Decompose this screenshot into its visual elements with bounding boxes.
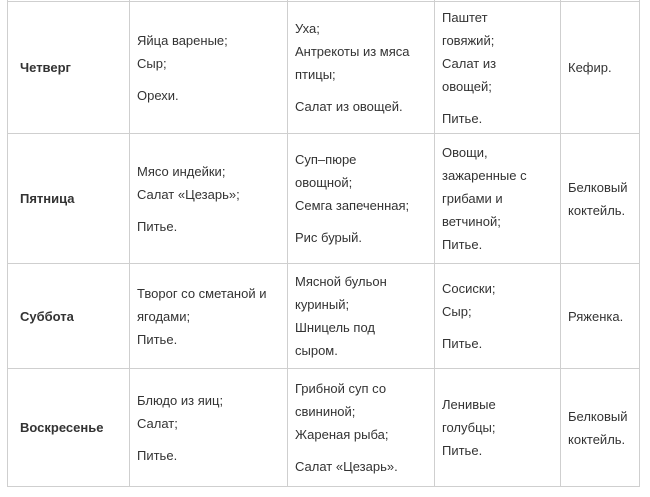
day-cell: Четверг bbox=[8, 2, 130, 134]
cell-line: Ленивые bbox=[442, 397, 496, 412]
line-gap bbox=[442, 323, 556, 332]
cell-line: зажаренные с bbox=[442, 168, 527, 183]
cell-line: Орехи. bbox=[137, 87, 179, 103]
cell-line: Питье. bbox=[137, 447, 178, 463]
cell-line: Сосиски; bbox=[442, 281, 496, 296]
cell-line: Салат «Цезарь»; bbox=[137, 186, 240, 202]
meal-plan-table-wrapper bbox=[7, 0, 640, 487]
lunch-cell bbox=[288, 134, 435, 264]
cell-line: Салат; bbox=[137, 415, 178, 431]
evening-cell bbox=[561, 369, 640, 487]
cell-line: Сыр; bbox=[442, 304, 472, 319]
cell-line: Питье. bbox=[137, 218, 178, 234]
cell-line: Рис бурый. bbox=[295, 230, 363, 245]
line-gap bbox=[442, 98, 556, 107]
lunch-cell bbox=[288, 369, 435, 487]
cell-line: голубцы; bbox=[442, 420, 496, 435]
day-cell: Воскресенье bbox=[8, 369, 130, 487]
cell-line: куриный; bbox=[295, 297, 350, 312]
cell-line: коктейль. bbox=[568, 431, 626, 447]
line-gap bbox=[295, 217, 430, 226]
cell-line: овощей; bbox=[442, 78, 492, 94]
cell-line: Белковый bbox=[568, 408, 628, 424]
cell-line: Сыр; bbox=[137, 55, 167, 71]
day-cell: Пятница bbox=[8, 134, 130, 264]
lunch-cell bbox=[288, 264, 435, 369]
dinner-cell bbox=[435, 2, 561, 134]
cell-line: Ряженка. bbox=[568, 308, 624, 324]
cell-line: Овощи, bbox=[442, 145, 488, 160]
cell-line: Мясной бульон bbox=[295, 274, 387, 289]
dinner-cell bbox=[435, 134, 561, 264]
cell-line: Блюдо из яиц; bbox=[137, 392, 224, 408]
cell-line: Шницель под bbox=[295, 320, 375, 335]
cell-line: Грибной суп со bbox=[295, 381, 387, 396]
dinner-cell bbox=[435, 264, 561, 369]
table-row bbox=[8, 2, 640, 134]
cell-line: Питье. bbox=[442, 336, 483, 351]
cell-line: Питье. bbox=[442, 110, 483, 126]
cell-line: птицы; bbox=[295, 67, 336, 82]
line-gap bbox=[295, 446, 430, 455]
evening-cell bbox=[561, 264, 640, 369]
cell-line: Яйца вареные; bbox=[137, 32, 228, 48]
cell-line: Питье. bbox=[442, 443, 483, 458]
line-gap bbox=[137, 75, 283, 84]
evening-cell bbox=[561, 2, 640, 134]
table-row bbox=[8, 369, 640, 487]
table-row bbox=[8, 134, 640, 264]
dinner-cell bbox=[435, 369, 561, 487]
evening-cell bbox=[561, 134, 640, 264]
breakfast-cell bbox=[130, 369, 288, 487]
cell-line: ягодами; bbox=[137, 308, 191, 324]
cell-line: грибами и bbox=[442, 191, 503, 206]
cell-line: Белковый bbox=[568, 179, 628, 195]
cell-line: Питье. bbox=[137, 331, 178, 347]
cell-line: свининой; bbox=[295, 404, 356, 419]
cell-line: коктейль. bbox=[568, 202, 626, 218]
cell-line: Паштет bbox=[442, 9, 488, 25]
cell-line: Суп–пюре bbox=[295, 152, 357, 167]
line-gap bbox=[137, 435, 283, 444]
line-gap bbox=[137, 206, 283, 215]
cell-line: Мясо индейки; bbox=[137, 163, 226, 179]
cell-line: Кефир. bbox=[568, 60, 612, 75]
cell-line: Антрекоты из мяса bbox=[295, 44, 410, 59]
cell-line: Семга запеченная; bbox=[295, 198, 410, 213]
lunch-cell bbox=[288, 2, 435, 134]
line-gap bbox=[295, 86, 430, 95]
cell-line: Жареная рыба; bbox=[295, 427, 389, 442]
cell-line: Уха; bbox=[295, 21, 320, 36]
cell-line: говяжий; bbox=[442, 32, 495, 48]
cell-line: Салат из овощей. bbox=[295, 99, 403, 114]
breakfast-cell bbox=[130, 134, 288, 264]
day-cell: Суббота bbox=[8, 264, 130, 369]
cell-line: Салат «Цезарь». bbox=[295, 459, 398, 474]
breakfast-cell bbox=[130, 264, 288, 369]
meal-plan-table bbox=[7, 0, 640, 487]
cell-line: Творог со сметаной и bbox=[137, 285, 267, 301]
table-body bbox=[8, 0, 640, 487]
breakfast-cell bbox=[130, 2, 288, 134]
cell-line: сыром. bbox=[295, 343, 338, 358]
cell-line: Салат из bbox=[442, 55, 497, 71]
table-row bbox=[8, 264, 640, 369]
cell-line: ветчиной; bbox=[442, 214, 501, 229]
cell-line: овощной; bbox=[295, 175, 353, 190]
cell-line: Питье. bbox=[442, 237, 483, 252]
